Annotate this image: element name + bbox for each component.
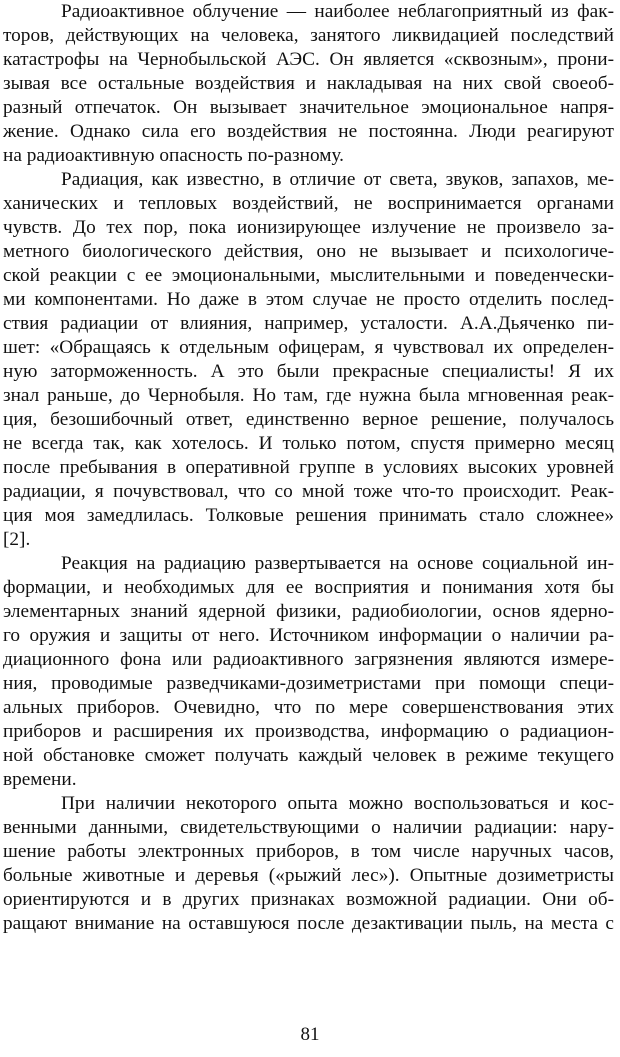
text-line: ция моя замедлилась. Толковые решения принимать стало сложнее» <box>3 505 614 526</box>
text-line: Реакция на радиацию развертывается на основе социальной ин- <box>61 553 614 574</box>
text-line: времени. <box>3 769 77 790</box>
text-line: ной обстановке сможет получать каждый человек в режиме текущего <box>3 745 614 766</box>
text-line: альных приборов. Очевидно, что по мере совершенствования этих <box>3 697 614 718</box>
text-line: ращают внимание на оставшуюся после дезактивации пыль, на места с <box>3 913 614 934</box>
text-line: ция, безошибочный ответ, единственно верное решение, получалось <box>3 409 614 430</box>
text-line: го оружия и защиты от него. Источником информации о наличии ра- <box>3 625 614 646</box>
text-line: катастрофы на Чернобыльской АЭС. Он является «сквозным», прони- <box>3 49 614 70</box>
text-line: ориентируются и в других признаках возможной радиации. Они об- <box>3 889 614 910</box>
text-line: шение работы электронных приборов, в том числе наручных часов, <box>3 841 614 862</box>
text-line: жение. Однако сила его воздействия не постоянна. Люди реагируют <box>3 121 614 142</box>
text-line: При наличии некоторого опыта можно воспользоваться и кос- <box>61 793 614 814</box>
text-line: чувств. До тех пор, пока ионизирующее излучение не произвело за- <box>3 217 614 238</box>
text-line: ханических и тепловых воздействий, не воспринимается органами <box>3 193 614 214</box>
text-line: ния, проводимые разведчиками-дозиметристами при помощи специ- <box>3 673 614 694</box>
citation-ref: [2]. <box>3 529 31 550</box>
text-line: больные животные и деревья («рыжий лес»). Опытные дозиметристы <box>3 865 614 886</box>
text-line: приборов и расширения их производства, информацию о радиацион- <box>3 721 614 742</box>
text-line: формации, и необходимых для ее восприятия и понимания хотя бы <box>3 577 614 598</box>
page-number: 81 <box>300 1024 320 1045</box>
text-line: диационного фона или радиоактивного загрязнения являются измере- <box>3 649 614 670</box>
text-line: знал раньше, до Чернобыля. Но там, где нужна была мгновенная реак- <box>3 385 614 406</box>
text-line: элементарных знаний ядерной физики, радиобиологии, основ ядерно- <box>3 601 614 622</box>
text-line: не всегда так, как хотелось. И только потом, спустя примерно месяц <box>3 433 614 454</box>
text-line: радиации, я почувствовал, что со мной тоже что-то происходит. Реак- <box>3 481 614 502</box>
text-line: после пребывания в оперативной группе в условиях высоких уровней <box>3 457 614 478</box>
text-line: зывая все остальные воздействия и накладывая на них свой своеоб- <box>3 73 614 94</box>
text-line: венными данными, свидетельствующими о наличии радиации: нару- <box>3 817 614 838</box>
text-line: торов, действующих на человека, занятого ликвидацией последствий <box>3 25 614 46</box>
text-line: на радиоактивную опасность по-разному. <box>3 145 344 166</box>
text-line: метного биологического действия, оно не вызывает и психологиче- <box>3 241 614 262</box>
text-line: ную заторможенность. А это были прекрасные специалисты! Я их <box>3 361 614 382</box>
text-line: шет: «Обращаясь к отдельным офицерам, я чувствовал их определен- <box>3 337 614 358</box>
text-line: Радиоактивное облучение — наиболее неблагоприятный из фак- <box>61 1 614 22</box>
text-line: ствия радиации от влияния, например, усталости. А.А.Дьяченко пи- <box>3 313 614 334</box>
text-line: ми компонентами. Но даже в этом случае не просто отделить послед- <box>3 289 614 310</box>
text-line: разный отпечаток. Он вызывает значительное эмоциональное напря- <box>3 97 614 118</box>
text-line: ской реакции с ее эмоциональными, мыслительными и поведенчески- <box>3 265 614 286</box>
text-line: Радиация, как известно, в отличие от света, звуков, запахов, ме- <box>61 169 614 190</box>
